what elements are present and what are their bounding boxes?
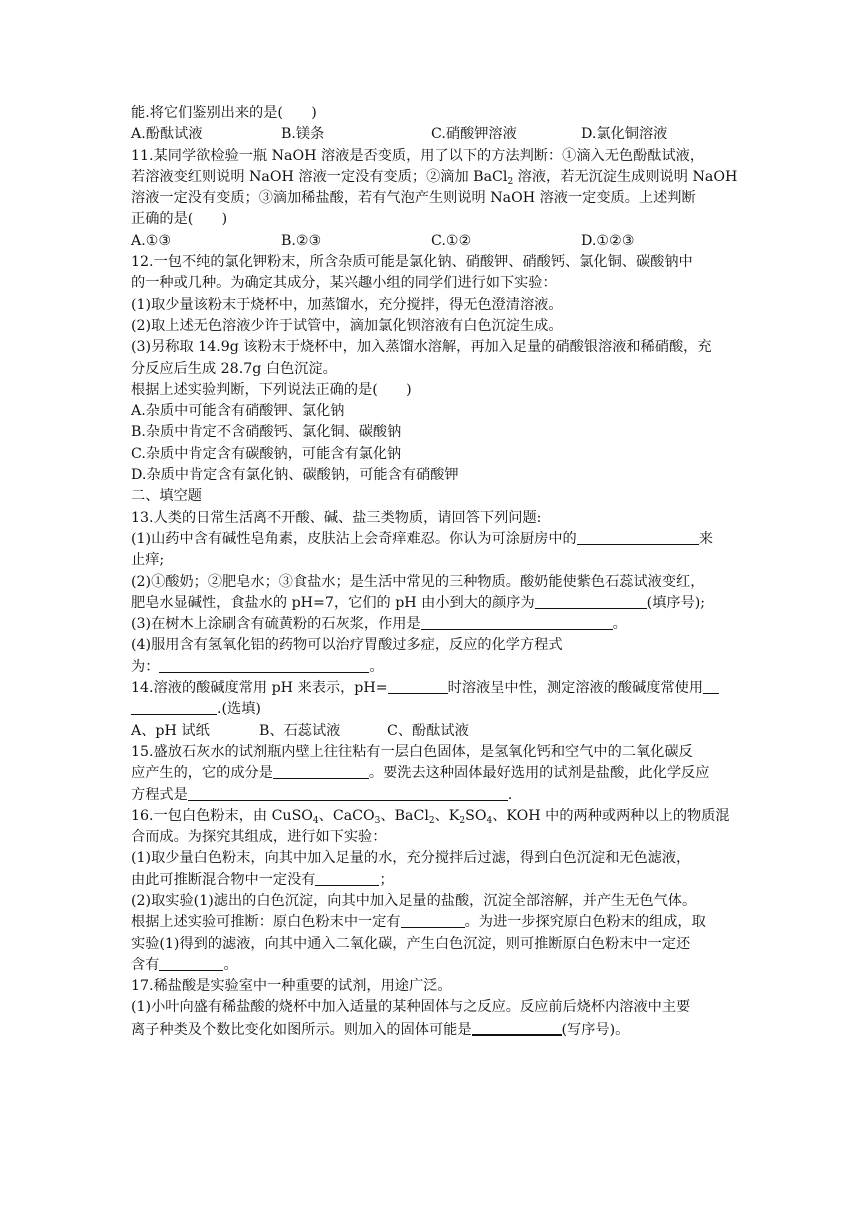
option-c: C.①② bbox=[431, 232, 472, 249]
text-run: 肥皂水显碱性，食盐水的 pH=7，它们的 pH 由小到大的颜序为 bbox=[131, 594, 535, 611]
answer-blank bbox=[577, 529, 699, 545]
q16-text bbox=[131, 870, 731, 891]
option-c: C.杂质中肯定含有碳酸钠，可能含有氯化钠 bbox=[131, 445, 402, 462]
text-run: 、K bbox=[434, 807, 460, 824]
answer-blank bbox=[159, 657, 369, 673]
q16-text: 合而成。为探究其组成，进行如下实验： bbox=[131, 829, 387, 846]
q15-text: 15.盛放石灰水的试剂瓶内壁上往往粘有一层白色固体，是氢氧化钙和空气中的二氧化碳反 bbox=[131, 743, 693, 760]
q17-text bbox=[131, 1019, 731, 1040]
subscript: 3 bbox=[374, 815, 381, 826]
q13-text: 13.人类的日常生活离不开酸、碱、盐三类物质，请回答下列问题: bbox=[131, 509, 542, 526]
q13-text bbox=[131, 614, 731, 635]
answer-blank bbox=[131, 699, 217, 715]
answer-blank bbox=[388, 678, 448, 694]
text-run: SO bbox=[465, 807, 487, 824]
q13-text bbox=[131, 593, 731, 614]
q12-step-2: (2)取上述无色溶液少许于试管中，滴加氯化钡溶液有白色沉淀生成。 bbox=[131, 317, 563, 334]
subscript: 2 bbox=[428, 815, 435, 826]
option-d: D.杂质中肯定含有氯化钠、碳酸钠，可能含有硝酸钾 bbox=[131, 467, 459, 484]
text-run: 。为进一步探究原白色粉末的组成，取 bbox=[464, 914, 706, 931]
q11-options bbox=[131, 231, 731, 252]
q14-options bbox=[131, 721, 731, 742]
q12-step-1: (1)取少量该粉末于烧杯中，加蒸馏水，充分搅拌，得无色澄清溶液。 bbox=[131, 296, 563, 313]
q17-text: (1)小叶向盛有稀盐酸的烧杯中加入适量的某种固体与之反应。反应前后烧杯内溶液中主要 bbox=[131, 999, 691, 1016]
q13-text: (4)服用含有氢氧化铝的药物可以治疗胃酸过多症，反应的化学方程式 bbox=[131, 637, 563, 654]
text-run: 为： bbox=[131, 658, 160, 675]
q15-text bbox=[131, 763, 731, 784]
option-a: A.①③ bbox=[131, 232, 172, 249]
answer-blank bbox=[703, 678, 719, 694]
text-run: 含有 bbox=[131, 956, 160, 973]
option-b: B.②③ bbox=[281, 232, 322, 249]
option-c: C.硝酸钾溶液 bbox=[431, 126, 517, 143]
answer-blank bbox=[273, 763, 369, 779]
q14-text bbox=[131, 699, 731, 720]
subscript: 4 bbox=[486, 815, 493, 826]
option-b: B.杂质中肯定不含硝酸钙、氯化铜、碳酸钠 bbox=[131, 424, 402, 441]
option-b: B.镁条 bbox=[281, 126, 325, 143]
q16-text bbox=[131, 806, 731, 827]
q15-text bbox=[131, 785, 731, 806]
text-run: 离子种类及个数比变化如图所示。则加入的固体可能是 bbox=[131, 1021, 472, 1038]
answer-blank bbox=[315, 870, 379, 886]
subscript: 4 bbox=[312, 815, 319, 826]
section-heading: 二、填空题 bbox=[131, 488, 202, 505]
q11-text: 正确的是( ) bbox=[131, 211, 228, 228]
q16-text: 实验(1)得到的滤液，向其中通入二氧化碳，产生白色沉淀，则可推断原白色粉末中一定还 bbox=[131, 935, 691, 952]
text-run: 溶液，若无沉淀生成则说明 NaOH bbox=[513, 168, 738, 185]
document-content bbox=[131, 103, 738, 1040]
q12-text: 12.一包不纯的氯化钾粉末，所含杂质可能是氯化钠、硝酸钾、硝酸钙、氯化铜、碳酸钠中 bbox=[131, 254, 693, 271]
text-run: 时溶液呈中性，测定溶液的酸碱度常使用 bbox=[447, 680, 704, 697]
answer-blank bbox=[159, 955, 223, 971]
option-d: D.氯化铜溶液 bbox=[581, 126, 668, 143]
answer-blank bbox=[472, 1019, 562, 1036]
q12-text: 的一种或几种。为确定其成分，某兴趣小组的同学们进行如下实验： bbox=[131, 275, 557, 292]
text-run: 方程式是 bbox=[131, 786, 188, 803]
q16-text bbox=[131, 955, 731, 976]
subscript: 2 bbox=[507, 176, 514, 187]
answer-blank bbox=[421, 614, 613, 630]
text-line: 能.将它们鉴别出来的是( ) bbox=[131, 105, 317, 121]
q16-text: (1)取少量白色粉末，向其中加入足量的水，充分搅拌后过滤，得到白色沉淀和无色滤液， bbox=[131, 850, 691, 867]
text-run: 应产生的，它的成分是 bbox=[131, 765, 273, 782]
option-a: A、pH 试纸 bbox=[131, 722, 210, 739]
text-run: (写序号)。 bbox=[561, 1021, 630, 1038]
text-run: 、CaCO bbox=[318, 807, 375, 824]
q12-text: 根据上述实验判断，下列说法正确的是( ) bbox=[131, 381, 412, 398]
text-run: (1)山药中含有碱性皂角素，皮肤沾上会奇痒难忍。你认为可涂厨房中的 bbox=[131, 530, 577, 547]
option-c: C、酚酞试液 bbox=[387, 722, 469, 739]
answer-blank bbox=[401, 912, 465, 928]
text-run: 根据上述实验可推断：原白色粉末中一定有 bbox=[131, 914, 401, 931]
text-run: 。 bbox=[612, 616, 627, 633]
option-a: A.杂质中可能含有硝酸钾、氯化钠 bbox=[131, 403, 345, 420]
text-run: .(选填) bbox=[217, 701, 261, 718]
q13-text: 止痒; bbox=[131, 552, 165, 569]
text-run: ； bbox=[379, 871, 394, 888]
q13-text bbox=[131, 657, 731, 678]
q14-text bbox=[131, 678, 731, 699]
q12-text: 分反应后生成 28.7g 白色沉淀。 bbox=[131, 360, 337, 377]
q13-text: (2)①酸奶；②肥皂水；③食盐水；是生活中常见的三种物质。酸奶能使紫色石蕊试液变红， bbox=[131, 573, 705, 590]
q17-text: 17.稀盐酸是实验室中一种重要的试剂，用途广泛。 bbox=[131, 978, 452, 995]
option-a: A.酚酞试液 bbox=[131, 126, 203, 143]
text-run: 。 bbox=[369, 658, 384, 675]
answer-blank bbox=[188, 785, 508, 801]
text-run: (填序号); bbox=[646, 594, 706, 611]
option-d: D.①②③ bbox=[581, 232, 635, 249]
answer-blank bbox=[535, 593, 647, 609]
q11-text: 溶液一定没有变质；③滴加稀盐酸，若有气泡产生则说明 NaOH 溶液一定变质。上述判断 bbox=[131, 190, 696, 207]
option-b: B、石蕊试液 bbox=[259, 722, 341, 739]
q11-text: 11.某同学欲检验一瓶 NaOH 溶液是否变质，用了以下的方法判断：①滴入无色酚酞试液， bbox=[131, 147, 705, 164]
q13-text bbox=[131, 529, 731, 550]
text-run: 若溶液变红则说明 NaOH 溶液一定没有变质；②滴加 BaCl bbox=[131, 168, 508, 185]
text-run: (3)在树木上涂刷含有硫黄粉的石灰浆，作用是 bbox=[131, 616, 421, 633]
text-run: 16.一包白色粉末，由 CuSO bbox=[131, 807, 313, 824]
text-run: 、KOH 中的两种或两种以上的物质混 bbox=[492, 807, 730, 824]
q16-text bbox=[131, 912, 731, 933]
q16-text: (2)取实验(1)滤出的白色沉淀，向其中加入足量的盐酸，沉淀全部溶解，并产生无色气体。 bbox=[131, 892, 697, 909]
subscript: 2 bbox=[459, 815, 466, 826]
text-run: 14.溶液的酸碱度常用 pH 来表示，pH= bbox=[131, 680, 388, 697]
text-run: 。 bbox=[223, 956, 238, 973]
text-run: 来 bbox=[698, 530, 713, 547]
text-run: 。要洗去这种固体最好选用的试剂是盐酸，此化学反应 bbox=[368, 765, 710, 782]
q11-text bbox=[131, 167, 738, 188]
text-run: . bbox=[507, 786, 513, 803]
text-run: 由此可推断混合物中一定没有 bbox=[131, 871, 316, 888]
text-run: 、BaCl bbox=[380, 807, 429, 824]
q10-options bbox=[131, 124, 731, 145]
q12-step-3: (3)另称取 14.9g 该粉末于烧杯中，加入蒸馏水溶解，再加入足量的硝酸银溶液和稀硝酸，充 bbox=[131, 339, 712, 356]
